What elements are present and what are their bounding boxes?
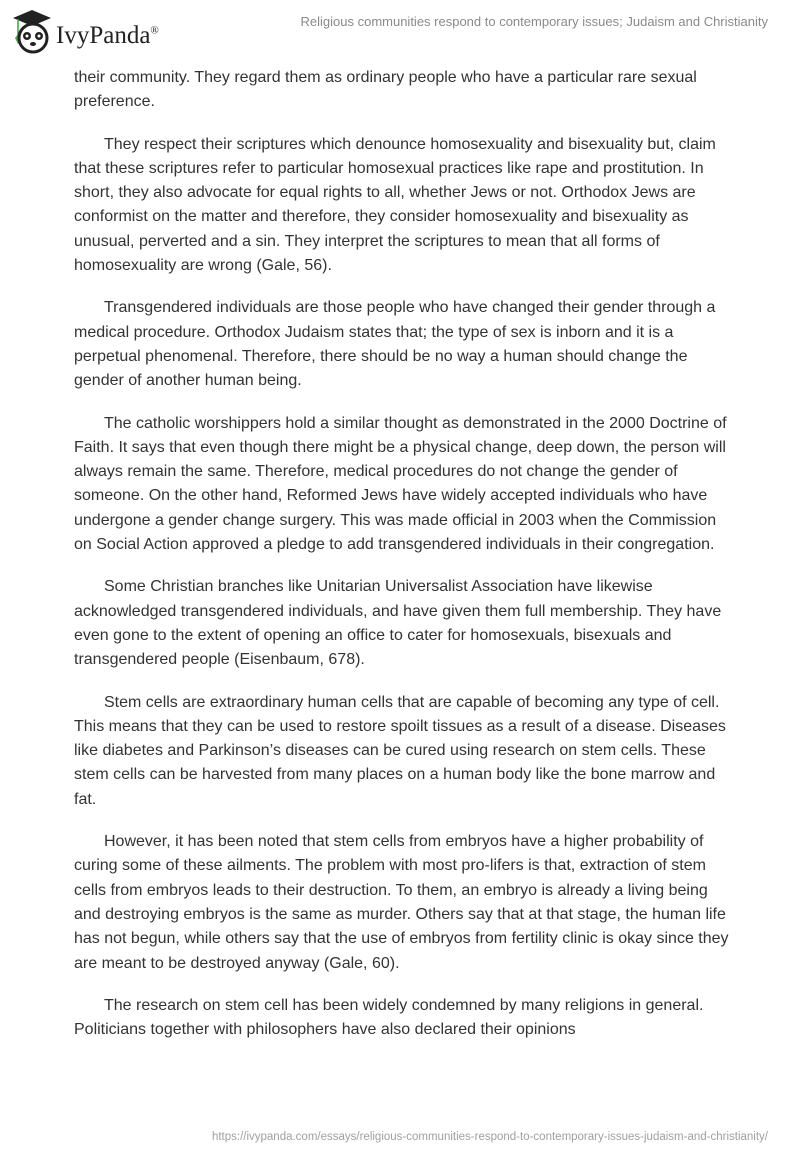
- paragraph: Some Christian branches like Unitarian Universalist Association have likewise acknowledged transgendered individuals, and have given them full membership. They have even gone to the extent of opening an office to cater for homosexuals, bisexuals and transgendered people (Eisenbaum, 678).: [74, 578, 722, 669]
- essay-body: [74, 66, 734, 1060]
- paragraph: Transgendered individuals are those people who have changed their gender through a medical procedure. Orthodox Judaism states that; the type of sex is inborn and it is a perpetual phenomenal. Therefore, there should be no way a human should change the gender of another human being.: [74, 299, 716, 390]
- ivypanda-logo[interactable]: [12, 8, 159, 56]
- source-url[interactable]: https://ivypanda.com/essays/religious-communities-respond-to-contemporary-issues-judaism-and-christianity/: [211, 1131, 768, 1143]
- panda-graduate-icon: [12, 8, 52, 56]
- paragraph: The catholic worshippers hold a similar thought as demonstrated in the 2000 Doctrine of Faith. It says that even though there might be a physical change, deep down, the person will always remain the same. Therefore, medical procedures do not change the gender of someone. On the other hand, Reformed Jews have widely accepted individuals who have undergone a gender change surgery. This was made official in 2003 when the Commission on Social Action approved a pledge to add transgendered individuals in their congregation.: [74, 414, 727, 554]
- document-title: Religious communities respond to contemporary issues; Judaism and Christianity: [300, 14, 768, 29]
- paragraph: The research on stem cell has been widely condemned by many religions in general. Politicians together with philosophers have also declared their opinions: [74, 996, 704, 1039]
- paragraph: their community. They regard them as ordinary people who have a particular rare sexual preference.: [74, 69, 697, 111]
- logo-text: IvyPanda®: [56, 22, 159, 49]
- paragraph: Stem cells are extraordinary human cells that are capable of becoming any type of cell. This means that they can be used to restore spoilt tissues as a result of a disease. Diseases like diabetes and Parkinson’s diseases can be cured using research on stem cells. These stem cells can be harvested from many places on a human body like the bone marrow and fat.: [74, 693, 726, 808]
- paragraph: They respect their scriptures which denounce homosexuality and bisexuality but, claim that these scriptures refer to particular homosexual practices like rape and prostitution. In short, they also advocate for equal rights to all, whether Jews or not. Orthodox Jews are conformist on the matter and therefore, they consider homosexuality and bisexuality as unusual, perverted and a sin. They interpret the scriptures to mean that all forms of homosexuality are wrong (Gale, 56).: [74, 135, 716, 275]
- page-header: [0, 0, 800, 60]
- paragraph: However, it has been noted that stem cells from embryos have a higher probability of curing some of these ailments. The problem with most pro-lifers is that, extraction of stem cells from embryos leads to their destruction. To them, an embryo is already a living being and destroying embryos is the same as murder. Others say that at that stage, the human life has not begun, while others say that the use of embryos from fertility clinic is okay since they are meant to be destroyed anyway (Gale, 60).: [74, 833, 729, 972]
